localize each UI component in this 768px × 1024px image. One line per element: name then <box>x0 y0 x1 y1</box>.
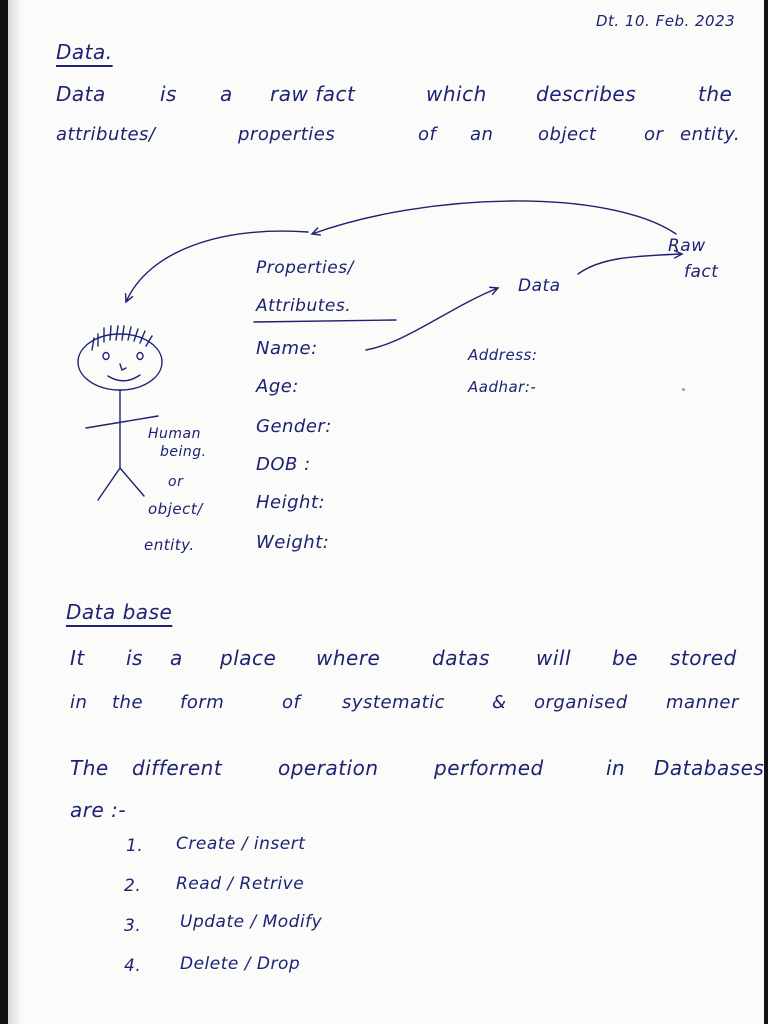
word: manner <box>666 692 739 713</box>
word: where <box>316 646 381 670</box>
word: stored <box>670 646 737 670</box>
operation-item: Update / Modify <box>180 912 323 932</box>
word: raw fact <box>270 82 356 106</box>
aadhar-attribute: Aadhar:- <box>468 378 537 396</box>
word: performed <box>434 756 544 780</box>
address-attribute: Address: <box>468 346 538 364</box>
word: form <box>180 692 225 713</box>
word: datas <box>432 646 490 670</box>
operation-item: Read / Retrive <box>176 874 305 894</box>
word: in <box>70 692 88 713</box>
word: is <box>126 646 143 670</box>
word: properties <box>238 124 336 145</box>
name-to-data-arrow <box>366 288 498 350</box>
word: object <box>538 124 597 145</box>
word: the <box>112 692 144 713</box>
notebook-page <box>8 0 764 1024</box>
word: different <box>132 756 223 780</box>
ink-speck <box>682 388 685 391</box>
figure-label-2: being. <box>160 444 207 460</box>
word: will <box>536 646 572 670</box>
attributes-heading: Attributes. <box>256 296 352 316</box>
word: attributes/ <box>56 124 156 145</box>
data-heading: Data. <box>56 40 113 64</box>
raw-fact-to-properties-arrow <box>312 201 676 234</box>
attributes-underline <box>254 320 396 322</box>
word: a <box>170 646 183 670</box>
word: & <box>492 692 507 713</box>
operation-item: Create / insert <box>176 834 306 854</box>
word: be <box>612 646 638 670</box>
word: entity. <box>680 124 741 145</box>
word: of <box>282 692 301 713</box>
word: or <box>644 124 664 145</box>
raw-fact-label-1: Raw <box>668 236 706 256</box>
word: describes <box>536 82 637 106</box>
raw-fact-label-2: fact <box>684 262 719 282</box>
attribute-item: Weight: <box>256 532 330 553</box>
word: It <box>70 646 85 670</box>
attribute-item: Gender: <box>256 416 332 437</box>
word: The <box>70 756 109 780</box>
attribute-item: Height: <box>256 492 326 513</box>
operation-item: Delete / Drop <box>180 954 301 974</box>
operation-number: 3. <box>124 916 142 936</box>
database-heading: Data base <box>66 600 173 624</box>
word: Databases <box>654 756 764 780</box>
figure-label-5: entity. <box>144 536 195 554</box>
word: a <box>220 82 233 106</box>
figure-label-4: object/ <box>148 500 203 518</box>
word: of <box>418 124 437 145</box>
word: which <box>426 82 487 106</box>
stick-figure-icon <box>78 326 162 500</box>
properties-heading: Properties/ <box>256 258 354 278</box>
word: place <box>220 646 277 670</box>
attribute-item: Name: <box>256 338 318 359</box>
word: organised <box>534 692 628 713</box>
word: systematic <box>342 692 446 713</box>
database-line-4: are :- <box>70 798 127 822</box>
operation-number: 2. <box>124 876 142 896</box>
diagram-drawing <box>8 0 764 1024</box>
word: the <box>698 82 733 106</box>
attribute-item: Age: <box>256 376 299 397</box>
operation-number: 4. <box>124 956 142 976</box>
attribute-item: DOB : <box>256 454 311 475</box>
figure-label-1: Human <box>148 426 201 442</box>
word: Data <box>56 82 106 106</box>
word: operation <box>278 756 379 780</box>
page-date: Dt. 10. Feb. 2023 <box>596 12 736 30</box>
word: an <box>470 124 494 145</box>
operation-number: 1. <box>126 836 144 856</box>
figure-label-3: or <box>168 474 184 490</box>
word: is <box>160 82 177 106</box>
word: in <box>606 756 626 780</box>
data-to-raw-fact-arrow <box>578 254 682 274</box>
data-label: Data <box>518 276 561 296</box>
